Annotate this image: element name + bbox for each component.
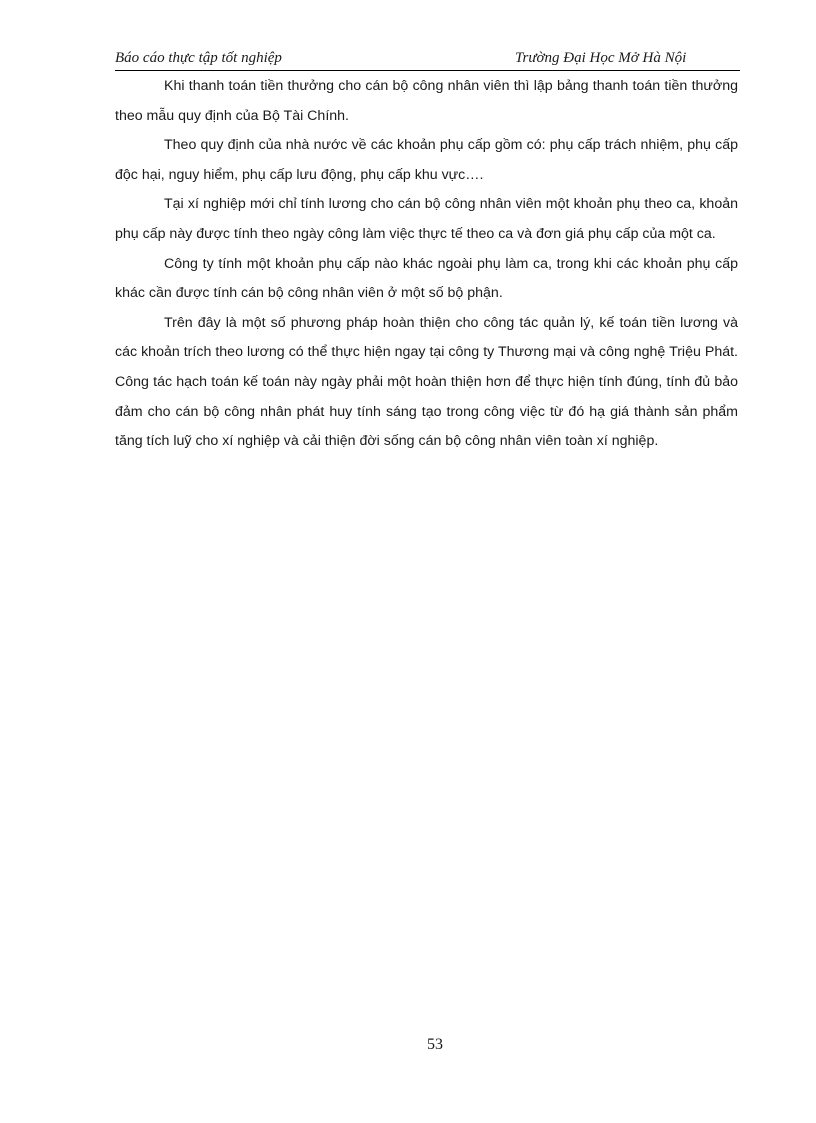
paragraph-shift-allowance: Tại xí nghiệp mới chỉ tính lương cho cán bộ công nhân viên một khoản phụ theo ca, khoản phụ cấp này được tính theo ngày công làm việc thực tế theo ca và đơn giá phụ cấp của một ca. [115, 196, 738, 242]
paragraph-allowance-types: Theo quy định của nhà nước về các khoản phụ cấp gồm có: phụ cấp trách nhiệm, phụ cấp độc hại, nguy hiểm, phụ cấp lưu động, phụ cấp khu vực…. [115, 137, 738, 183]
page-header [115, 48, 740, 71]
paragraph-bonus-payment: Khi thanh toán tiền thưởng cho cán bộ công nhân viên thì lập bảng thanh toán tiền thưởng theo mẫu quy định của Bộ Tài Chính. [115, 78, 738, 124]
paragraph-other-allowances: Công ty tính một khoản phụ cấp nào khác ngoài phụ làm ca, trong khi các khoản phụ cấp khác cần được tính cán bộ công nhân viên ở một số bộ phận. [115, 255, 738, 302]
header-report-title: Báo cáo thực tập tốt nghiệp [115, 50, 282, 66]
header-university-name: Trường Đại Học Mở Hà Nội [515, 50, 687, 66]
page-number: 53 [427, 1036, 443, 1053]
document-body [115, 72, 738, 457]
paragraph-conclusion: Trên đây là một số phương pháp hoàn thiện cho công tác quản lý, kế toán tiền lương và các khoản trích theo lương có thể thực hiện ngay tại công ty Thương mại và công nghệ Triệu Phát. Công tác hạch toán kế toán này ngày phải một hoàn thiện hơn để thực hiện tính đúng, tính đủ bảo đảm cho cán bộ công nhân phát huy tính sáng tạo trong công việc từ đó hạ giá thành sản phẩm tăng tích luỹ cho xí nghiệp và cải thiện đời sống cán bộ công nhân viên toàn xí nghiệp. [115, 314, 738, 450]
